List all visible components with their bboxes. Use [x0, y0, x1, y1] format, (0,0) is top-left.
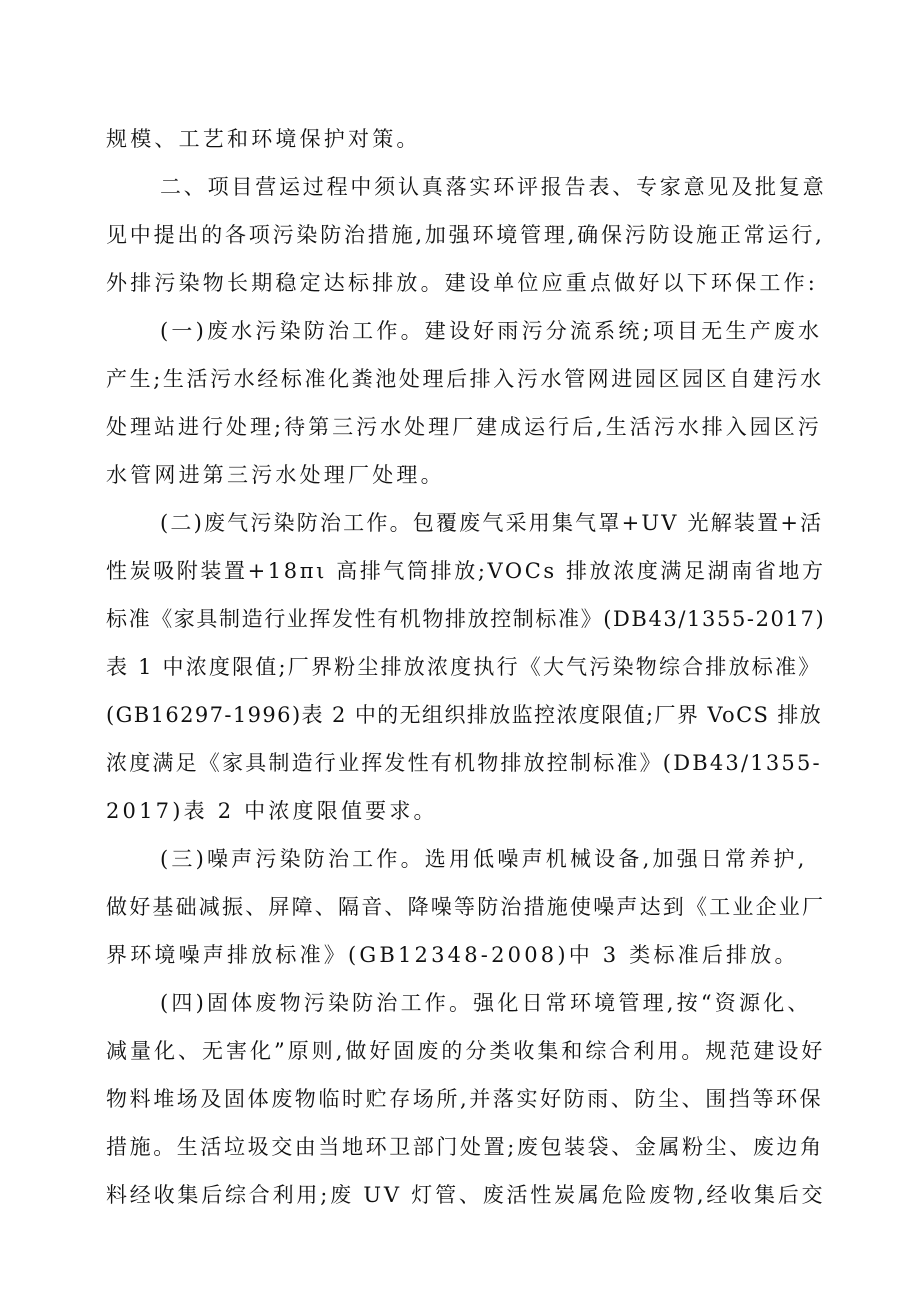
item-2-exhaust-gas-line: (二)废气污染防治工作。包覆废气采用集气罩+UV 光解装置+活 — [160, 511, 824, 535]
text-line: 物料堆场及固体废物临时贮存场所,并落实好防雨、防尘、围挡等环保 — [106, 1087, 824, 1111]
text-line: 见中提出的各项污染防治措施,加强环境管理,确保污防设施正常运行, — [106, 223, 825, 247]
item-1-wastewater-line: (一)废水污染防治工作。建设好雨污分流系统;项目无生产废水 — [160, 319, 823, 343]
text-line: 标准《家具制造行业挥发性有机物排放控制标准》(DB43/1355-2017) — [106, 607, 826, 631]
item-3-noise-line: (三)噪声污染防治工作。选用低噪声机械设备,加强日常养护, — [160, 847, 808, 871]
text-line: 产生;生活污水经标准化粪池处理后排入污水管网进园区园区自建污水 — [106, 367, 824, 391]
text-line: 外排污染物长期稳定达标排放。建设单位应重点做好以下环保工作: — [106, 271, 819, 295]
item-4-solid-waste-line: (四)固体废物污染防治工作。强化日常环境管理,按“资源化、 — [160, 991, 812, 1015]
text-line: (GB16297-1996)表 2 中的无组织排放监控浓度限值;厂界 VoCS 排放 — [106, 703, 823, 727]
text-line: 处理站进行处理;待第三污水处理厂建成运行后,生活污水排入园区污 — [106, 415, 822, 439]
text-line: 表 1 中浓度限值;厂界粉尘排放浓度执行《大气污染物综合排放标准》 — [106, 655, 822, 679]
section-2-heading-line: 二、项目营运过程中须认真落实环评报告表、专家意见及批复意 — [160, 175, 827, 199]
text-line: 料经收集后综合利用;废 UV 灯管、废活性炭属危险废物,经收集后交 — [106, 1183, 826, 1207]
text-line: 减量化、无害化”原则,做好固废的分类收集和综合利用。规范建设好 — [106, 1039, 826, 1063]
text-line: 水管网进第三污水处理厂处理。 — [106, 463, 445, 487]
text-line: 浓度满足《家具制造行业挥发性有机物排放控制标准》(DB43/1355- — [106, 751, 822, 775]
text-line: 措施。生活垃圾交由当地环卫部门处置;废包装袋、金属粉尘、废边角 — [106, 1135, 824, 1159]
text-line: 规模、工艺和环境保护对策。 — [106, 127, 421, 151]
text-line: 性炭吸附装置+18πι 高排气筒排放;VOCs 排放浓度满足湖南省地方 — [106, 559, 826, 583]
text-line: 做好基础减振、屏障、隔音、降噪等防治措施使噪声达到《工业企业厂 — [106, 895, 826, 919]
text-line: 2017)表 2 中浓度限值要求。 — [106, 799, 438, 823]
text-line: 界环境噪声排放标准》(GB12348-2008)中 3 类标准后排放。 — [106, 943, 799, 967]
